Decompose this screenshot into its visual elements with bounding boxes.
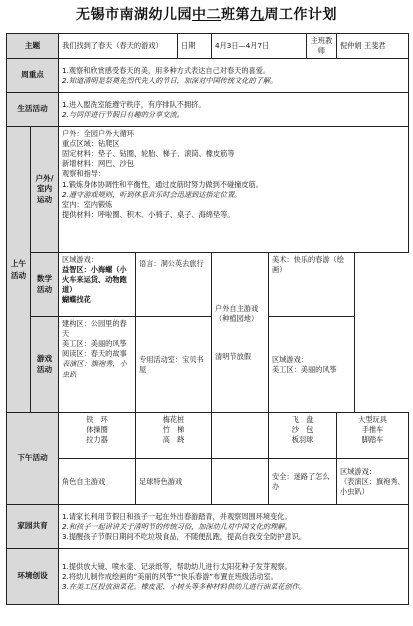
teaching-row [7, 253, 409, 317]
family-item: 1.请家长利用节假日和孩子一起在外出春游踏青，并观察周围环境变化。 [62, 511, 292, 521]
theme-label: 主题 [7, 34, 59, 59]
afternoon-regional-line: （表演区：旗袍秀、小虫趴） [340, 476, 405, 496]
teaching-region-line: 区域游戏： [62, 255, 98, 265]
afternoon-empty-cell-2 [212, 459, 269, 505]
afternoon-equipment: 梅花桩 [162, 415, 185, 425]
special-room: 专用活动室：宝贝书屋 [136, 317, 212, 413]
teaching-art: 美术：快乐的春游（绘画） [269, 253, 355, 317]
title-class-suffix: 班第 [221, 7, 250, 23]
family-item: 2.和孩子一起讲讲关于清明节的传统习俗，加深幼儿对中国文化的理解。 [62, 521, 292, 531]
outdoor-line: 固定材料：垫子、钻圈、轮胎、梯子、滚筒、橡皮筋等 [62, 149, 235, 159]
daily-life-label: 生活活动 [7, 93, 59, 127]
teaching-region-line: 蝴蝶找花 [62, 295, 91, 305]
afternoon-row-2 [7, 459, 409, 505]
environment-item: 2.将幼儿制作成绘画的“美丽的风筝”“快乐春游”布置在班级活动室。 [62, 571, 278, 581]
afternoon-equipment: 脚踏车 [361, 435, 384, 445]
middle-column-cell [212, 253, 269, 413]
outdoor-row [7, 127, 409, 253]
theme-value: 我们找到了春天（春天的游戏） [59, 34, 178, 59]
afternoon-equipment: 竹 梯 [162, 425, 185, 435]
afternoon-equipment: 沙 包 [291, 425, 314, 435]
morning-label: 上午活动 [7, 127, 31, 413]
page-title [0, 4, 413, 24]
environment-label: 环境创设 [7, 549, 59, 605]
afternoon-row-1 [7, 413, 409, 459]
title-class: 中二 [192, 7, 221, 23]
outdoor-line: 2.遵守游戏规则，听到休息音乐时会迅速到达指定位置。 [62, 189, 242, 199]
outdoor-line: 室内：室内锻炼 [62, 199, 113, 209]
game-area-line: 表演区：旗袍秀，小虫趴 [62, 359, 127, 379]
football-game: 足球特色游戏 [136, 459, 212, 505]
outdoor-line: 重点区域：钻爬区 [62, 139, 120, 149]
environment-item: 1.提供放大镜、喷水壶、记录纸等，帮助幼儿进行太阳花种子发芽观察。 [62, 561, 292, 571]
environment-item: 3.在美工区投放油菜花、橡皮泥、小树头等多种材料供幼儿进行油菜花创作。 [62, 581, 307, 591]
weekly-focus-row [7, 59, 409, 93]
afternoon-equipment: 高 跷 [162, 435, 185, 445]
afternoon-regional-line: 区域游戏： [340, 466, 376, 476]
daily-life-row [7, 93, 409, 127]
header-row [7, 34, 409, 59]
afternoon-equipment: 飞 盘 [291, 415, 314, 425]
game-row [7, 317, 409, 413]
weekly-plan-table [6, 33, 409, 605]
outdoor-line: 提供材料：呼啦圈、积木、小椅子、桌子、海绵垫等。 [62, 209, 235, 219]
family-label: 家园共育 [7, 505, 59, 549]
weekly-focus-item: 2.知道清明是祭奠先烈代先人的节日，加深对中国传统文化的了解。 [62, 75, 278, 85]
teaching-region-line: 益智区：小海螺（小火车来运货、动物跑道） [62, 265, 127, 295]
title-school: 无锡市南湖幼儿园 [76, 7, 192, 23]
outdoor-line: 1.锻炼身体协调性和平衡性，通过皮筋时努力做到不碰撞皮筋。 [62, 179, 263, 189]
game-label: 游戏活动 [31, 317, 59, 413]
outdoor-line: 户外：全园户外大循环 [62, 129, 134, 139]
afternoon-label: 下午活动 [7, 413, 59, 505]
date-label: 日期 [178, 34, 212, 59]
afternoon-equipment: 拉力器 [86, 435, 108, 445]
outdoor-free-game: 户外自主游戏（种植园地） [215, 303, 259, 323]
family-row [7, 505, 409, 549]
afternoon-equipment: 板羽球 [291, 435, 314, 445]
game-right-line: 区域游戏： [272, 354, 308, 364]
daily-life-item: 2.与同伴进行节假日有趣的分享交流。 [62, 109, 184, 119]
outdoor-label: 户外/室内运动 [31, 127, 59, 253]
title-week: 九 [250, 7, 265, 23]
weekly-focus-label: 周重点 [7, 59, 59, 93]
environment-row [7, 549, 409, 605]
teaching-region-cell [59, 253, 136, 317]
weekly-focus-item: 1.观察和欣赏感受春天的美，用多种方式表达自己对春天的喜爱。 [62, 65, 271, 75]
game-right-line: 美工区：美丽的风筝 [272, 364, 337, 374]
title-suffix: 周工作计划 [264, 7, 337, 23]
afternoon-equipment: 体操圈 [86, 425, 108, 435]
daily-life-item: 1.进入盥洗室能遵守秩序，有序排队不拥挤。 [62, 99, 206, 109]
teaching-language: 语言：洞公英去旅行 [136, 253, 212, 317]
angle-game: 角色自主游戏 [59, 459, 136, 505]
outdoor-line: 新增材料：网巴、沙包 [62, 159, 134, 169]
teaching-label: 数学活动 [31, 253, 59, 317]
game-area-line: 建构区：公园里的春天 [62, 319, 127, 339]
family-item: 3.提醒孩子节假日期间不吃垃圾食品，不随便乱跑，提高自我安全防护意识。 [62, 531, 307, 541]
teacher-label: 主班教师 [307, 34, 337, 59]
date-value: 4月3日—4月7日 [212, 34, 307, 59]
outdoor-line: 观察和指导： [62, 169, 106, 179]
game-area-line: 阅读区：春天的故事 [62, 349, 127, 359]
afternoon-equipment: 手推车 [361, 425, 384, 435]
afternoon-empty-cell [212, 413, 269, 459]
teacher-value: 倪仲娟 王斐君 [337, 34, 409, 59]
safety-lesson: 安全：迷路了怎么办 [269, 459, 337, 505]
qingming-holiday: 清明节放假 [215, 351, 251, 361]
game-area-line: 美工区：美丽的风筝 [62, 339, 127, 349]
afternoon-equipment: 铁 环 [86, 415, 108, 425]
afternoon-equipment: 大型玩具 [358, 415, 387, 425]
